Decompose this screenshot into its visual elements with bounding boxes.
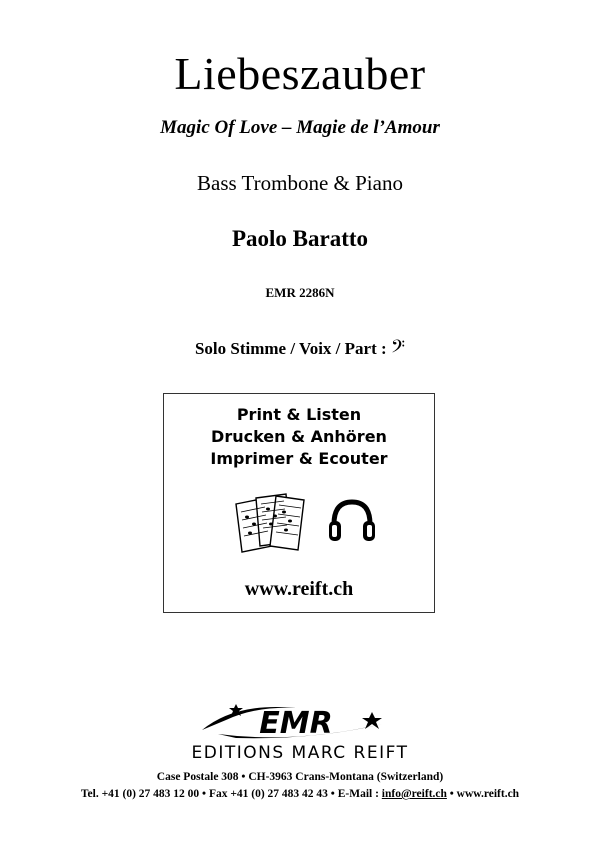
publisher-address: Case Postale 308 • CH-3963 Crans-Montana (Switzerland) <box>156 771 444 783</box>
instrumentation: Bass Trombone & Piano <box>197 171 403 195</box>
website-link[interactable]: • www.reift.ch <box>446 788 520 800</box>
publisher-name: EDITIONS MARC REIFT <box>191 743 409 763</box>
print-listen-box <box>163 393 435 613</box>
subtitle: Magic Of Love – Magie de l’Amour <box>160 117 440 138</box>
promo-lines <box>164 404 434 470</box>
contact-phone-fax: Tel. +41 (0) 27 483 12 00 • Fax +41 (0) 27 483 42 43 • E-Mail : <box>80 788 382 800</box>
bass-clef-icon: 𝄢 <box>390 337 406 362</box>
page-title: Liebeszauber <box>174 48 426 99</box>
promo-line-print: Print & Listen <box>236 405 362 424</box>
emr-logo-text: EMR <box>259 706 333 741</box>
emr-logo-icon <box>196 700 396 742</box>
email-link[interactable]: info@reift.ch <box>381 788 447 800</box>
promo-line-imprimer: Imprimer & Ecouter <box>210 449 388 468</box>
part-label-text: Solo Stimme / Voix / Part : <box>194 339 387 358</box>
promo-url-link[interactable]: www.reift.ch <box>244 578 354 600</box>
publisher-contact <box>0 787 600 801</box>
headphones-icon <box>326 494 378 546</box>
publisher-logo <box>0 700 600 740</box>
part-label <box>0 338 600 361</box>
sheet-music-icon <box>232 490 312 554</box>
promo-line-drucken: Drucken & Anhören <box>211 427 387 446</box>
catalog-number: EMR 2286N <box>265 285 335 300</box>
composer-name: Paolo Baratto <box>231 226 369 251</box>
